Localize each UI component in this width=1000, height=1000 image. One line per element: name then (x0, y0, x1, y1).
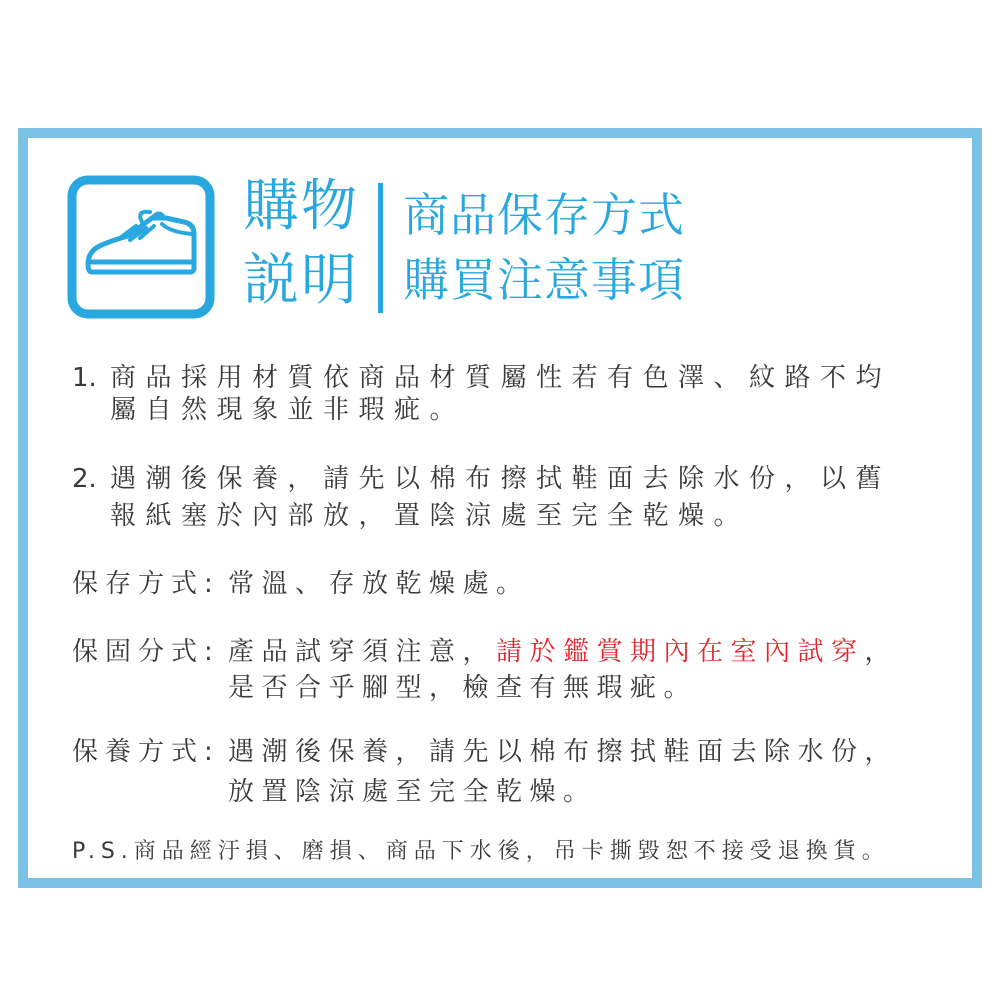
note-1-line-2: 屬自然現象並非瑕疵。 (110, 395, 466, 425)
storage-text: 常溫、存放乾燥處。 (228, 569, 530, 599)
title-line-2: 説明 (243, 248, 359, 313)
warranty-line-1 (228, 637, 898, 667)
header-divider (378, 183, 383, 313)
subtitle-line-2: 購買注意事項 (403, 253, 685, 307)
warranty-label: 保固分式: (72, 637, 220, 667)
warranty-highlight-text: 請於鑑賞期內在室內試穿 (496, 637, 865, 667)
icon-frame (72, 180, 210, 314)
ps-note: P.S.商品經汙損、磨損、商品下水後，吊卡撕毀恕不接受退換貨。 (72, 839, 890, 864)
warranty-text-after: ， (864, 637, 899, 667)
title-line-1: 購物 (243, 174, 359, 239)
sneaker-icon (66, 174, 216, 320)
note-2-line-1: 遇潮後保養，請先以棉布擦拭鞋面去除水份，以舊 (110, 464, 892, 494)
care-line-2: 放置陰涼處至完全乾燥。 (228, 777, 597, 807)
warranty-line-2: 是否合乎腳型，檢查有無瑕疵。 (228, 673, 698, 703)
warranty-text-before: 產品試穿須注意， (228, 637, 497, 667)
storage-label: 保存方式: (72, 569, 220, 599)
note-1-number: 1. (72, 363, 97, 393)
care-label: 保養方式: (72, 737, 220, 767)
note-1-line-1: 商品採用材質依商品材質屬性若有色澤、紋路不均 (110, 363, 892, 393)
note-2-number: 2. (72, 464, 97, 494)
note-2-line-2: 報紙塞於內部放，置陰涼處至完全乾燥。 (110, 501, 750, 531)
subtitle-line-1: 商品保存方式 (403, 188, 685, 242)
care-line-1: 遇潮後保養，請先以棉布擦拭鞋面去除水份， (228, 737, 899, 767)
